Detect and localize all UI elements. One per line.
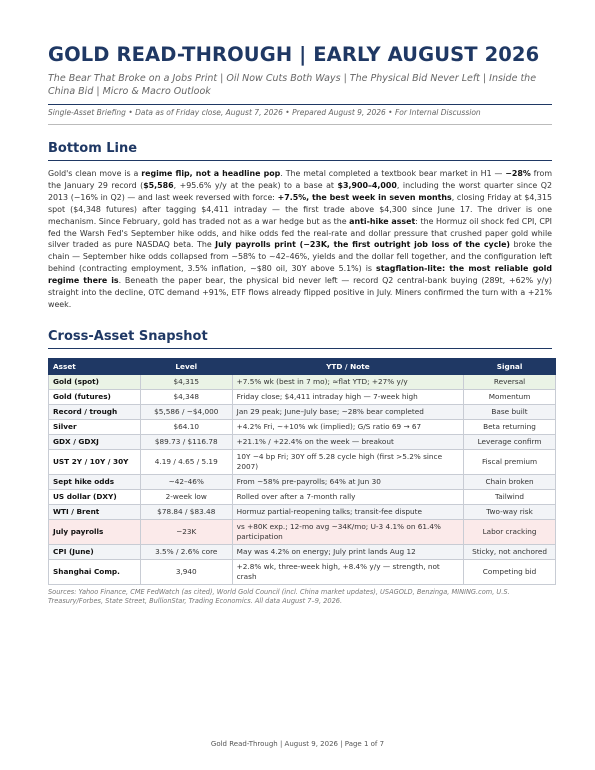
cell-note: Jan 29 peak; June–July base; ~28% bear completed: [232, 404, 463, 419]
cell-signal: Momentum: [464, 389, 556, 404]
table-header-row: [49, 358, 556, 374]
table-row: [49, 489, 556, 504]
cell-signal: Fiscal premium: [464, 449, 556, 474]
table-row: [49, 519, 556, 544]
column-header-level: Level: [140, 358, 232, 374]
cell-signal: Two-way risk: [464, 504, 556, 519]
page-footer: Gold Read-Through | August 9, 2026 | Page 1 of 7: [210, 740, 385, 748]
cell-level: $89.73 / $116.78: [140, 434, 232, 449]
cell-level: −23K: [140, 519, 232, 544]
cell-signal: Labor cracking: [464, 519, 556, 544]
cell-signal: Reversal: [464, 374, 556, 389]
cell-level: $4,348: [140, 389, 232, 404]
sources-note: Sources: Yahoo Finance, CME FedWatch (as cited), World Gold Council (incl. China market updates), USAGOLD, Benzinga, MINING.com, U.S. Treasury/Forbes, State Street, BullionStar, Trading Economics. All data August 7–9, 2026.: [48, 587, 510, 605]
cell-note: From ~58% pre-payrolls; 64% at Jun 30: [232, 474, 463, 489]
cell-asset: Sept hike odds: [49, 474, 141, 489]
body-text-run: , +95.6% y/y at the peak) to a base at: [173, 180, 338, 190]
cell-note: Hormuz partial-reopening talks; transit-fee dispute: [232, 504, 463, 519]
cell-level: $78.84 / $83.48: [140, 504, 232, 519]
column-header-note: YTD / Note: [232, 358, 463, 374]
cell-signal: Chain broken: [464, 474, 556, 489]
table-body: [49, 374, 556, 584]
title-divider: [48, 104, 552, 105]
cell-signal: Sticky, not anchored: [464, 544, 556, 559]
column-header-signal: Signal: [464, 358, 556, 374]
cell-asset: GDX / GDXJ: [49, 434, 141, 449]
emphasis-text: anti-hike asset: [349, 216, 416, 226]
bottom-line-paragraph: [48, 168, 552, 311]
cell-note: +2.8% wk, three-week high, +8.4% y/y — strength, not crash: [232, 559, 463, 584]
section-divider: [48, 348, 552, 349]
meta-divider: [48, 124, 552, 125]
briefing-meta: Single-Asset Briefing • Data as of Friday close, August 7, 2026 • Prepared August 9, 2026 • For Internal Discussion: [48, 108, 481, 117]
cell-level: $4,315: [140, 374, 232, 389]
body-text-run: broke the chain — September hike odds collapsed from ~58% to ~42–46%, yields and the dollar fell together, and the configuration left behind (contracting employment, 3.5% inflation, ~$80 oil, 30Y above 5.1%) is: [48, 240, 552, 274]
body-text-run: , closing Friday at $4,315 spot ($4,348 futures) after tagging $4,411 intraday — the first trade above $4,300 since June 17. The driver is one mechanism. Since February, gold has traded not as a war hedge but as the: [48, 192, 552, 226]
cell-asset: Shanghai Comp.: [49, 559, 141, 584]
cell-asset: US dollar (DXY): [49, 489, 141, 504]
cell-note: May was 4.2% on energy; July print lands Aug 12: [232, 544, 463, 559]
body-text-run: . The metal completed a textbook bear market in H1 —: [280, 169, 506, 178]
table-row: [49, 434, 556, 449]
table-row: [49, 474, 556, 489]
cell-signal: Competing bid: [464, 559, 556, 584]
bottom-line-heading: Bottom Line: [48, 141, 138, 156]
emphasis-text: +7.5%, the best week in seven months: [277, 192, 452, 202]
cell-signal: Beta returning: [464, 419, 556, 434]
emphasis-text: $3,900–4,000: [337, 180, 397, 190]
section-divider: [48, 160, 552, 161]
body-text-run: Gold's clean move is a: [48, 169, 142, 178]
cell-note: 10Y −4 bp Fri; 30Y off 5.28 cycle high (first >5.2% since 2007): [232, 449, 463, 474]
cell-note: +4.2% Fri, ~+10% wk (implied); G/S ratio 69 → 67: [232, 419, 463, 434]
body-text-run: from the January 29 record (: [48, 169, 553, 190]
cell-note: Friday close; $4,411 intraday high — 7-week high: [232, 389, 463, 404]
cell-note: +7.5% wk (best in 7 mo); ≈flat YTD; +27% y/y: [232, 374, 463, 389]
table-row: [49, 389, 556, 404]
table-row: [49, 374, 556, 389]
cell-asset: July payrolls: [49, 519, 141, 544]
cell-asset: WTI / Brent: [49, 504, 141, 519]
emphasis-text: stagflation-lite: the most reliable gold regime there is: [48, 264, 553, 286]
cell-level: 4.19 / 4.65 / 5.19: [140, 449, 232, 474]
table-row: [49, 504, 556, 519]
cell-signal: Tailwind: [464, 489, 556, 504]
snapshot-heading: Cross-Asset Snapshot: [48, 328, 208, 344]
page-title: GOLD READ-THROUGH | EARLY AUGUST 2026: [48, 43, 540, 66]
emphasis-text: $5,586: [143, 180, 174, 190]
body-text-run: . Beneath the paper bear, the physical bid never left — record Q2 central-bank buying (289t, +62% y/y) straight into the decline, OTC demand +91%, ETF flows already flipped positive in July. Miners confirmed the turn with a +21% week.: [48, 276, 552, 309]
cell-level: 3.5% / 2.6% core: [140, 544, 232, 559]
body-text-run: : the Hormuz oil shock fed CPI, CPI fed the Warsh Fed's September hike odds, and hike odds fed the real-rate and dollar pressure that crushed paper gold while silver traded as pure NASDAQ beta. The: [48, 216, 552, 250]
cell-signal: Base built: [464, 404, 556, 419]
cell-asset: CPI (June): [49, 544, 141, 559]
table-row: [49, 419, 556, 434]
body-text-run: , including the worst quarter since Q2 2013 (−16% in Q2) — and last week reversed with force:: [48, 180, 552, 202]
column-header-asset: Asset: [49, 358, 141, 374]
cell-asset: Record / trough: [49, 404, 141, 419]
snapshot-table: [48, 358, 556, 585]
cell-level: 3,940: [140, 559, 232, 584]
cell-level: ~42–46%: [140, 474, 232, 489]
cell-note: Rolled over after a 7-month rally: [232, 489, 463, 504]
cell-asset: UST 2Y / 10Y / 30Y: [49, 449, 141, 474]
cell-asset: Gold (spot): [49, 374, 141, 389]
cell-note: +21.1% / +22.4% on the week — breakout: [232, 434, 463, 449]
cell-asset: Silver: [49, 419, 141, 434]
table-row: [49, 559, 556, 584]
table-row: [49, 449, 556, 474]
emphasis-text: July payrolls print (−23K, the first outright job loss of the cycle): [215, 240, 511, 250]
bottom-line-section: [48, 140, 552, 311]
cell-level: 2-week low: [140, 489, 232, 504]
cell-level: $5,586 / ~$4,000: [140, 404, 232, 419]
cell-level: $64.10: [140, 419, 232, 434]
emphasis-text: regime flip, not a headline pop: [141, 169, 281, 178]
emphasis-text: −28%: [505, 169, 531, 178]
table-row: [49, 404, 556, 419]
page-subtitle: The Bear That Broke on a Jobs Print | Oil Now Cuts Both Ways | The Physical Bid Never Left | Inside the China Bid | Micro & Macro Outlook: [48, 73, 537, 97]
cell-asset: Gold (futures): [49, 389, 141, 404]
snapshot-section: [48, 328, 552, 606]
cell-note: vs +80K exp.; 12-mo avg ~34K/mo; U-3 4.1% on 61.4% participation: [232, 519, 463, 544]
table-row: [49, 544, 556, 559]
report-page: [48, 42, 552, 606]
cell-signal: Leverage confirm: [464, 434, 556, 449]
